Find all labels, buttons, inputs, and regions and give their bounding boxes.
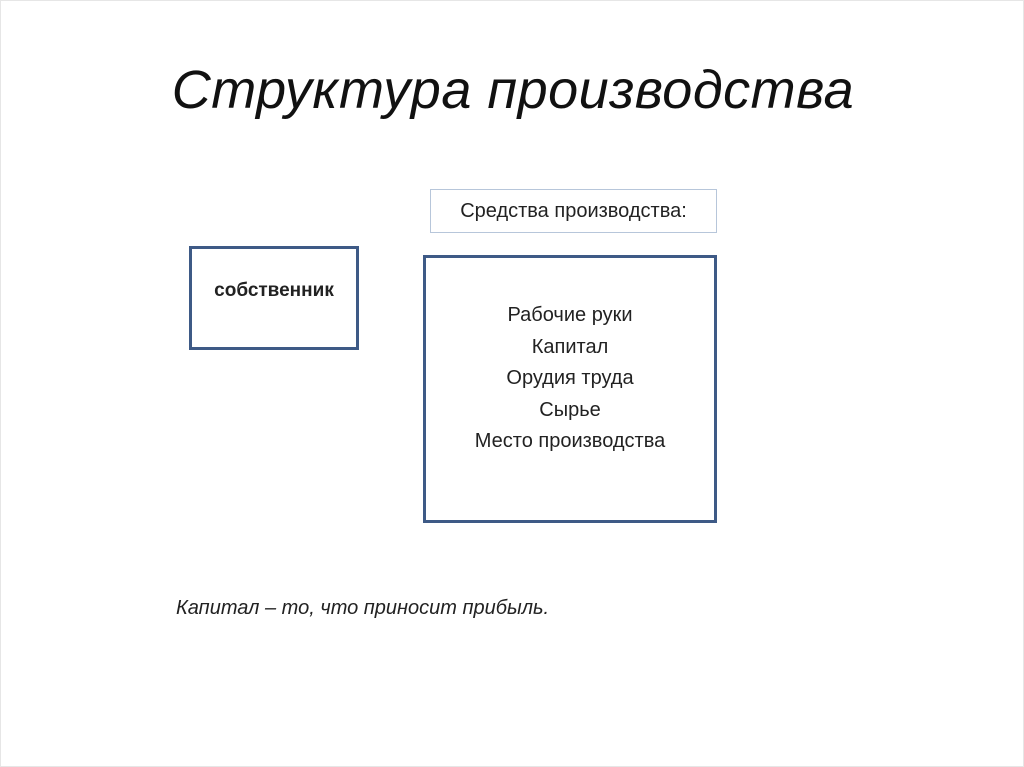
owner-box — [189, 246, 359, 350]
means-of-production-box — [423, 255, 717, 523]
slide-title: Структура производства — [171, 60, 855, 120]
means-item-capital: Капитал — [531, 335, 609, 358]
owner-label: собственник — [214, 280, 334, 301]
means-of-production-label: Средства производства: — [430, 189, 717, 233]
means-item-tools: Орудия труда — [506, 367, 634, 389]
means-item-work-hands: Рабочие руки — [507, 304, 633, 326]
capital-definition: Капитал – то, что приносит прибыль. — [176, 597, 550, 619]
means-item-place: Место производства — [474, 430, 666, 452]
means-list — [426, 300, 714, 458]
means-item-raw-materials: Сырье — [539, 398, 601, 421]
